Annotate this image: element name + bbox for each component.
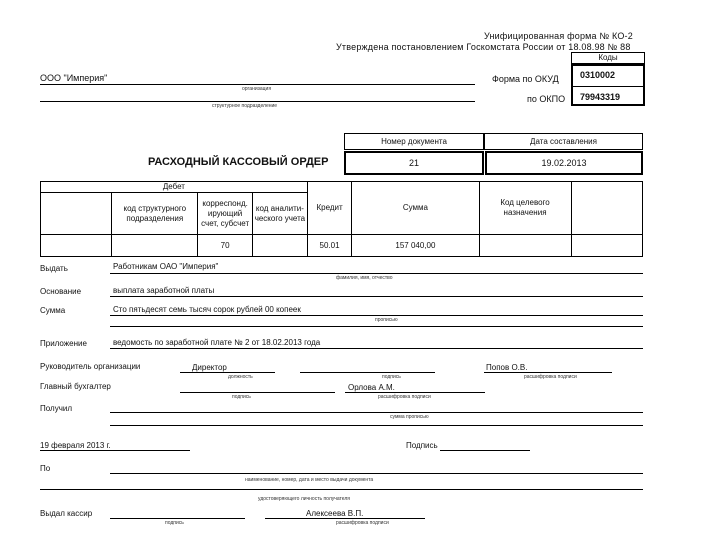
col-blank: [571, 182, 642, 235]
doc-date: 19.02.2013: [541, 158, 587, 168]
col-analytic: код аналити- ческого учета: [253, 193, 308, 235]
date-cell: [485, 151, 643, 175]
basis-line: [110, 296, 643, 297]
col-purpose: Код целевого назначения: [479, 182, 571, 235]
received-date-line: [40, 450, 190, 451]
accountant-decode-caption: расшифровка подписи: [378, 394, 431, 400]
issue-caption: фамилия, имя, отчество: [336, 275, 393, 281]
row-sum: 157 040,00: [352, 235, 479, 257]
accountant-sign-caption: подпись: [232, 394, 251, 400]
okud-label: Форма по ОКУД: [492, 74, 559, 84]
head-label: Руководитель организации: [40, 362, 141, 371]
debit-header: Дебет: [41, 182, 308, 193]
org-line: [40, 84, 475, 85]
col-unit: код структурного подразделения: [112, 193, 198, 235]
issue-label: Выдать: [40, 264, 68, 273]
head-decode-caption: расшифровка подписи: [524, 374, 577, 380]
received-date: 19 февраля 2013 г.: [40, 441, 111, 450]
head-name-line: [484, 372, 612, 373]
doc-number: 21: [408, 158, 419, 168]
attach-label: Приложение: [40, 339, 87, 348]
cashier-name: Алексеева В.П.: [306, 509, 364, 518]
division-line: [40, 101, 475, 102]
issue-value: Работникам ОАО "Империя": [113, 262, 219, 271]
cashier-sign-caption: подпись: [165, 520, 184, 526]
per-line: [110, 473, 643, 474]
cashier-sign-line: [110, 518, 245, 519]
cashier-decode-caption: расшифровка подписи: [336, 520, 389, 526]
okpo-label: по ОКПО: [527, 94, 566, 104]
codes-divider: [572, 86, 644, 87]
sum-label: Сумма: [40, 306, 66, 315]
okpo-code: 79943319: [580, 92, 621, 102]
number-header-cell: [344, 133, 484, 150]
number-cell: [344, 151, 484, 175]
received-line: [110, 412, 643, 413]
cashier-label: Выдал кассир: [40, 509, 93, 518]
head-name: Попов О.В.: [486, 363, 528, 372]
row-purpose: [479, 235, 571, 257]
id-line: [40, 489, 643, 490]
col-spacer: [41, 193, 112, 235]
received-label: Получил: [40, 404, 72, 413]
id-caption-2: удостоверяющего личность получателя: [258, 496, 351, 502]
col-corr: корреспонд. ирующий счет, субсчет: [198, 193, 253, 235]
signature-label: Подпись: [406, 441, 438, 450]
head-sign-caption: подпись: [382, 374, 401, 380]
accountant-label: Главный бухгалтер: [40, 382, 111, 391]
head-position: Директор: [192, 363, 227, 372]
sum-caption: прописью: [375, 317, 398, 323]
number-header: Номер документа: [381, 137, 447, 146]
row-analytic: [253, 235, 308, 257]
head-sign-line: [300, 372, 435, 373]
per-label: По: [40, 464, 51, 473]
division-caption: структурное подразделение: [212, 103, 278, 109]
col-credit: Кредит: [307, 182, 351, 235]
org-caption: организация: [242, 86, 272, 92]
accounting-table: [40, 181, 643, 257]
cashier-name-line: [265, 518, 425, 519]
org-name: ООО "Империя": [40, 73, 108, 83]
sum-line-2: [110, 326, 643, 327]
date-header: Дата составления: [530, 137, 597, 146]
sum-line: [110, 315, 643, 316]
amount-words-caption: сумма прописью: [390, 414, 429, 420]
sum-value: Сто пятьдесят семь тысяч сорок рублей 00 копеек: [113, 305, 301, 314]
accountant-name-line: [345, 392, 485, 393]
issue-line: [110, 273, 643, 274]
head-position-line: [180, 372, 275, 373]
row-credit: 50.01: [307, 235, 351, 257]
basis-label: Основание: [40, 287, 82, 296]
head-position-caption: должность: [228, 374, 253, 380]
received-line-2: [110, 425, 643, 426]
accountant-sign-line: [180, 392, 335, 393]
doc-title: РАСХОДНЫЙ КАССОВЫЙ ОРДЕР: [148, 156, 329, 168]
form-line: Унифицированная форма № КО-2: [484, 31, 633, 41]
codes-label: Коды: [598, 53, 618, 62]
row-corr: 70: [198, 235, 253, 257]
approved-line: Утверждена постановлением Госкомстата России от 18.08.98 № 88: [336, 42, 631, 52]
row-unit: [112, 235, 198, 257]
id-caption: наименование, номер, дата и место выдачи документа: [245, 477, 374, 483]
attach-line: [110, 348, 643, 349]
signature-line: [440, 450, 530, 451]
okud-code: 0310002: [580, 70, 616, 80]
basis-value: выплата заработной платы: [113, 286, 215, 295]
row-blank: [571, 235, 642, 257]
col-sum: Сумма: [352, 182, 479, 235]
date-header-cell: [484, 133, 643, 150]
attach-value: ведомость по заработной плате № 2 от 18.02.2013 года: [113, 338, 321, 347]
accountant-name: Орлова А.М.: [348, 383, 395, 392]
row-spacer: [41, 235, 112, 257]
codes-header-cell: [571, 52, 645, 64]
